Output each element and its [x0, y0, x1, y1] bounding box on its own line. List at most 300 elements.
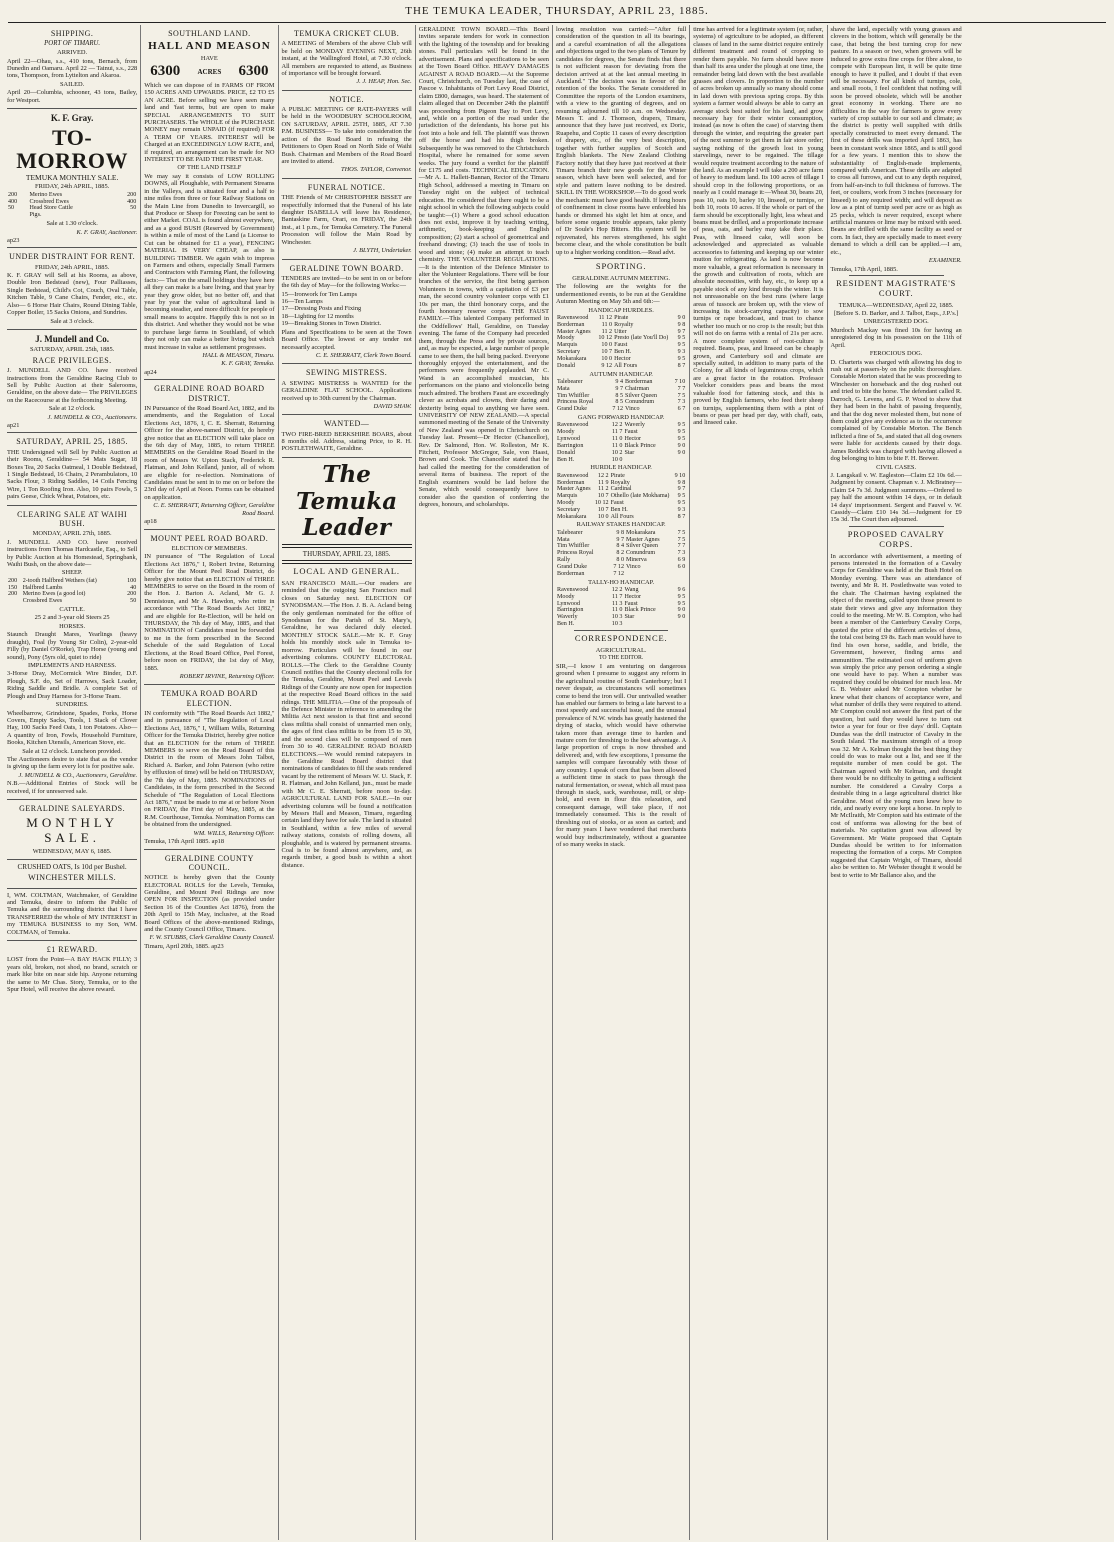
cricket-block — [282, 25, 412, 91]
horse-weight: 11 0 — [601, 321, 613, 328]
horse-name: Secretary — [557, 349, 581, 356]
reward-body: LOST from the Point—A BAY HACK FILLY; 3 years old, broken, not shod, no brand, scratch or mark like bite on near side hip. Anyone returning the same to Mr Chas. Story, Temuka, or to the Spur Hotel, will receive the above reward. — [7, 956, 138, 994]
horses-heading: HORSES. — [59, 622, 86, 630]
masthead: THE TEMUKA LEADER, THURSDAY, APRIL 23, 1885. — [8, 0, 1106, 23]
horse-name: Princess Royal — [557, 399, 594, 406]
horse-weight: 11 12 — [598, 315, 613, 322]
signature: F. W. STUBBS, Clerk Geraldine County Council. — [149, 934, 275, 942]
signature: J. BLYTH, Undertaker. — [353, 247, 412, 255]
horse-name: Secretary — [557, 506, 581, 513]
trb-body: IN conformity with "The Road Boards Act 1882," and in pursuance of "The Regulation of Local Elections Act, 1876," I, William Wills, Returning Officer for the Temuka District, hereby give notice that an ELECTION for the return of THREE MEMBERS to serve on the Road Board of this District in the room of Messrs John Talbot, Richard A. Barker, and John Paterson (who retire by effluxion of time) will be held on THURSDAY, the 7th day of May, 1885. NOMINATIONS of Candidates, in the form prescribed in the Second Schedule of "The Regulation of Local Elections Act 1876," must be made to me at or before Noon on FRIDAY, the First day of May, 1885, at the R.M. Courthouse, Temuka. Nomination Forms can be obtained from the undersigned. — [144, 709, 275, 829]
horse-name: All Fours — [610, 513, 634, 520]
mpr-body: IN pursuance of "The Regulation of Local Elections Act 1876," I, Robert Irvine, Returning Officer for the Mount Peel Road District, do hereby give notice that an ELECTION of THREE MEMBERS to serve on the Board in the room of the Hon. J. Barton A. Acland, Mr G. J. Dennistoun, and Mr A. Hawdon, who retire in accordance with "The Road Boards Act 1882," and are eligible for Re-Election, will be held on THURSDAY, the 7th day of May, 1885, and that NOMINATION of Candidates must be forwarded to me in the form prescribed in the Second Schedule of the said Regulation of Local Elections, at the Road Board Office, Peel Forest, before noon on FRIDAY, the 1st day of May, 1885. — [144, 553, 275, 672]
horse-name: Borderman — [625, 378, 653, 385]
grb-body: IN Pursuance of the Road Board Act, 1882, and its amendments, and the Regulation of Local Elections Act, 1876, I, C. E. Sherratt, Returning Officer for the above-named District, do hereby give notice that an ELECTION will take place on the 6th day of May, 1885, to return THREE MEMBERS on the Geraldine Road Board in the room of Messrs W. Upton Stack, Frederick R. Flatman, and John Kelland, junior, all of whom are eligible for re-election. Nominations of Candidates must be sent in to me on or before the 23rd day of April at Noon. Forms can be obtained on application. — [144, 404, 275, 501]
horse-name: Ben H. — [557, 621, 575, 628]
column-3 — [279, 25, 416, 1540]
horse-weight: 9 5 — [677, 355, 686, 362]
horse-name: Ben H. — [614, 349, 632, 356]
table-row — [556, 587, 686, 594]
sailed-label: SAILED. — [59, 80, 85, 88]
acres-row — [150, 63, 268, 80]
horse-weight: 11 2 — [598, 486, 609, 493]
paper-title-block — [282, 462, 412, 564]
horse-weight: 9 5 — [677, 493, 686, 500]
mpr-heading: MOUNT PEEL ROAD BOARD. — [150, 533, 269, 543]
cattle-heading: CATTLE. — [59, 606, 85, 614]
table-row — [556, 363, 686, 370]
ad-code: ap23 — [7, 236, 20, 244]
horse-name: Silver Queen — [625, 392, 658, 399]
horse-name: Barrington — [557, 442, 584, 449]
sailed-text: April 20—Columbia, schooner, 43 tons, Bailey, for Westport. — [7, 89, 138, 104]
distraint-date: FRIDAY, 24th APRIL, 1885. — [35, 263, 110, 271]
table-row — [556, 379, 686, 386]
horse-name: Marquis — [557, 493, 578, 500]
column-6 — [690, 25, 827, 1540]
horse-name: Ravenswood — [557, 315, 589, 322]
horse-name: Faust — [624, 600, 638, 607]
horse-weight: 7 12 — [613, 570, 624, 577]
horse-weight: 6 9 — [677, 557, 686, 564]
horse-name: Mokarakara — [626, 529, 656, 536]
funeral-heading: FUNERAL NOTICE. — [307, 182, 386, 192]
horse-name: Grand Duke — [557, 406, 587, 413]
horse-weight: 7 7 — [677, 385, 686, 392]
railway-table — [556, 530, 686, 578]
ad-code: ap21 — [7, 422, 20, 430]
horse-name: Mata — [557, 536, 570, 543]
saturday-date: SATURDAY, APRIL 25th, 1885. — [29, 346, 115, 354]
table-row — [556, 342, 686, 349]
table-row — [556, 621, 686, 628]
dog-heading: UNREGISTERED DOG. — [863, 318, 929, 326]
column-1 — [4, 25, 141, 1540]
table-row — [556, 564, 686, 571]
list-item: 17—Dressing Posts and Fixing — [281, 305, 362, 313]
list-item: 15—Ironwork for Ten Lamps — [281, 290, 358, 298]
horse-weight: 9 8 — [677, 479, 686, 486]
saturday-heading: SATURDAY, APRIL 25, 1885. — [16, 437, 129, 447]
saturday-sale-block — [7, 433, 137, 505]
waihi-block — [7, 506, 137, 800]
hall-meason-block — [144, 25, 274, 380]
horse-weight: 9 12 — [601, 362, 613, 369]
signature: C. E. SHERRATT, Returning Officer, Geraldine Road Board. — [153, 502, 275, 517]
rm-date: TEMUKA—WEDNESDAY, April 22, 1885. — [838, 301, 954, 309]
horse-name: Ravenswood — [557, 586, 589, 593]
acres-right: 6300 — [238, 63, 269, 80]
race-time: Sale at 12 o'clock. — [48, 405, 96, 413]
horse-name: Black Prince — [624, 607, 656, 614]
autumn-intro: The following are the weights for the undermentioned events, to be run at the Geraldine Autumn Meeting on May 5th and 6th:— — [556, 283, 687, 306]
table-row — [556, 601, 686, 608]
horse-name: Moody — [557, 500, 575, 506]
funeral-body: THE Friends of Mr CHRISTOPHER BISSET are respectfully informed that the Funeral of his late daughter ISABELLA will leave his Residence, Bantaskine Farm, Orari, on FRIDAY, the 24th inst., at 1 p.m., for Temuka Cemetery. The Funeral Procession will follow the Main Road by Winchester. — [281, 194, 412, 246]
southland-heading: SOUTHLAND LAND. — [168, 29, 251, 38]
oats-block — [7, 860, 137, 889]
horse-name: Othello (late Mokhama) — [610, 493, 670, 500]
column-4 — [416, 25, 553, 1540]
ferocious-dog-body: D. Charteris was charged with allowing his dog to rush out at passers-by on the public thoroughfare. Constable Morton stated that he was proceeding to Winchester on horseback and the dog rushed out and tried to bite the horse. The defendant called R. Darroch, G. Levens, and G. P. Wood to show that they had been in the habit of passing frequently, and that the dog never molested them, but none of them could give any evidence as to the occurrence complained of by Constable Morton. The Bench inflicted a fine of 5s, and stated that all dog owners were liable for accidents caused by their dogs. James Reddick was charged with having allowed a dog belonging to him to bite F. H. Brewer. — [830, 358, 962, 463]
gang-heading: GANG FORWARD HANDICAP. — [577, 414, 665, 422]
implements-list: 3-Horse Dray, McCormick Wire Binder, D.F. Plough, S.F. do, Set of Harrows, Sack Loader, Riding Saddle and Bridle. A complete Set of Plough and Dray Harness for 3-Horse Team. — [7, 670, 138, 700]
trb-heading: TEMUKA ROAD BOARD ELECTION. — [160, 689, 258, 708]
arrived-label: ARRIVED. — [57, 49, 88, 57]
local-heading: LOCAL AND GENERAL. — [293, 566, 400, 577]
railway-heading: RAILWAY STAKES HANDICAP. — [576, 521, 666, 529]
distraint-time: Sale at 3 o'clock. — [50, 317, 94, 325]
hurdles-table — [556, 315, 686, 370]
horse-weight: 9 5 — [677, 429, 686, 436]
table-row — [556, 614, 686, 621]
table-row — [556, 571, 686, 578]
cavalry-body: In accordance with advertisement, a meeting of persons interested in the formation of a Cavalry Corps for Geraldine was held at the Bush Hotel on Monday evening. There was an attendance of twenty, and Mr R. H. Postlethwaite was voted to the chair. The Chairman having explained the object of the meeting, called upon those present to state their views and give any information they could to the meeting. Mr W. B. Compton, who had been a member of the Canterbury Cavalry Corps, quoted the price of the different articles of dress, the total cost being £9 8s. Each man would have to find his own horse, saddle, and bridle, the Government, however, finding arms and ammunition. The estimated cost of uniform given was simply the price any person ordering a single one would have to pay. When a number was required they could be obtained for much less. Mr G. B. Webster asked Mr Compton whether he knew what their chances of acceptance were, and what number of drills they were required to attend. Mr Compton could not answer the first part of the question, but said they would have to turn out twice a year for four or five days' drill. Captain Dundas was the drill instructor of Cavalry in the South Island. The maximum strength of a troop was 32. Mr A. Kelman thought the best thing they could do was to make out a list, and see if the requisite number of men could be got. The Chairman agreed with Mr Kelman, and thought there would be no difficulty in getting a sufficient number. He considered a Cavalry Corps a desirable thing in a large agricultural district like Geraldine. Most of the young men knew how to ride, and nearly every one kept a horse. In reply to Mr McIlraith, Mr Compton said his estimate of the cost of uniforms was allowing for the best of materials. No capitation grant was allowed by Government. Mr Waite proposed that Captain Dundas should be written to for information respecting the formation of a corps. Mr Compton suggested that Captain Wright, of Timaru, should also be written to. Mr Webster thought it would be best to write to Mr Ballance also, and the — [830, 552, 962, 879]
civil-body: J. Langskail v. W. Eagleston—Claim £2 10s 6d.—Judgment by consent. Chapman v. J. McBratney—Claim £4 7s 3d. Judgment summons.—Ordered to pay half the amount within 14 days, or in default 14 days' imprisonment. Sergent and Fauvel v. W. Cassidy—Claim £10 14s 3d.—Judgment for £9 15s 3d. The Court then adjourned. — [830, 471, 962, 524]
table-row — [556, 457, 686, 464]
table-row — [556, 443, 686, 450]
horse-name: Minerva — [626, 557, 647, 564]
horse-weight: 9 10 — [674, 472, 686, 479]
signature: J. J. HEAP, Hon. Sec. — [356, 78, 412, 86]
horse-name: Vinco — [625, 406, 640, 413]
table-row: 400 Crossbred Ewes 400 — [8, 198, 137, 205]
horse-weight: 9 6 — [677, 586, 686, 593]
horse-name: Waverly — [624, 422, 645, 429]
horse-weight: 10 0 — [601, 355, 613, 362]
letter-conclusion: shave the land, especially with young grasses and clovers in the bottom, which will generally be the case, that being the best turning crop for new pasture. In a season or two, when growers will be induced to grow extra fine crops for fibre alone, to compete with European lint, it will be quite time enough to have it pulled, and I doubt if that even will be necessary. For all kinds of turnips, cole, and small roots, I feel confident that nothing will soon be proved obsolete, which will be another great economy in working. There are no difficulties in the way for farmers to grow every variety of crop suitable to our soil and climate; as the district is pretty well supplied with drills specially constructed to meet every demand. The first of these drills was imported April 1863, has been in constant work since 1865, and is still good for a few years. I mention this to show the substantiality of English-made implements, compared with American. These drills are adapted to cross all furrows, and cut to any depth required, from half-an-inch to full thickness of furrows. The feet, or coulters, work from 3 inches (necessary for linseed) to any required width; and will deposit as low as a pint of turnip seed per acre or as high as 25 pecks, which is never required, except where artificial manures or lime may be mixed with seed. Beans are drilled with the same facility as seed or corn. In fact, they are specially made to meet every demand to which a drill can be applied.—I am, etc., — [830, 26, 962, 256]
horse-weight: 9 3 — [677, 349, 686, 356]
horse-weight: 9 5 — [677, 422, 686, 429]
acres-left: 6300 — [150, 63, 181, 80]
table-row — [556, 607, 686, 614]
horse-weight: 10 3 — [611, 621, 623, 628]
horse-name: Lynwood — [557, 436, 581, 443]
table-row — [556, 594, 686, 601]
horse-weight — [673, 571, 686, 578]
acres-word: ACRES — [197, 68, 222, 77]
table-row — [556, 422, 686, 429]
horse-name: Mokarakara — [557, 355, 587, 362]
mpr-subheading: ELECTION OF MEMBERS. — [171, 544, 248, 552]
horse-weight: 9 5 — [677, 335, 686, 342]
table-row — [556, 543, 686, 550]
horse-name: Master Agnes — [626, 536, 660, 543]
table-row — [556, 493, 686, 500]
ratepayers-block — [282, 91, 412, 179]
horse-name: Utter — [614, 328, 627, 335]
horse-name: Tim Whiffler — [557, 392, 590, 399]
horse-weight: 8 0 — [616, 557, 624, 564]
horse-weight: 10 0 — [611, 456, 623, 463]
horse-weight: 7 5 — [677, 392, 686, 399]
race-body: J. MUNDELL AND CO. have received instructions from the Geraldine Racing Club to Sell by Public Auction at their Salerooms, Geraldine, on the above date— The PRIVILEGES on the Racecourse at the forthcoming Meeting. — [7, 367, 138, 404]
correspondence-heading: CORRESPONDENCE. — [574, 632, 668, 643]
table-row — [556, 473, 686, 480]
table-row — [556, 393, 686, 400]
horse-weight: 9 0 — [677, 442, 686, 449]
horse-weight: 9 0 — [677, 449, 686, 456]
table-row — [556, 429, 686, 436]
horse-weight: 9 7 — [616, 536, 624, 543]
horse-weight: 11 3 — [612, 600, 623, 607]
horse-name: Talebearer — [557, 378, 583, 385]
rm-court-heading: RESIDENT MAGISTRATE'S COURT. — [836, 277, 957, 298]
hall-body: Which we can dispose of in FARMS OF FROM 150 ACRES AND UPWARDS. PRICE, £2 TO £5 AN ACRE. Before selling we have seen many land and 'fast terms, but are open to make SPECIAL ARRANGEMENTS TO SUIT PURCHASERS. The WHOLE of the PURCHASE MONEY may remain UNPAID (if required) FOR A TERM OF YEARS. INTEREST will be Charged at an EXCEEDINGLY LOW RATE, and, if required, an arrangement can be made for NO INTEREST TO BE PAID THE FIRST YEAR. — [144, 81, 275, 164]
table-row — [556, 349, 686, 356]
horse-weight: 7 7 — [677, 543, 686, 550]
horse-weight: 8 4 — [616, 543, 624, 550]
horse-weight: 10 0 — [597, 513, 609, 520]
horse-weight: 9 5 — [677, 593, 686, 600]
saleyards-heading: GERALDINE SALEYARDS. — [19, 804, 126, 814]
horse-weight: 9 7 — [677, 486, 686, 493]
cricket-heading: TEMUKA CRICKET CLUB. — [294, 29, 400, 38]
table-row: Pigs. — [29, 212, 42, 219]
horse-name: Mata — [557, 385, 570, 392]
race-heading: RACE PRIVILEGES. — [32, 355, 112, 365]
sewing-body: A SEWING MISTRESS is WANTED for the GERALDINE FLAT SCHOOL. Applications received up to 30th current by the Chairman. — [281, 379, 412, 402]
horse-name: Master Agnes — [557, 486, 591, 493]
horse-name: Pirate — [614, 315, 629, 322]
editor-line: TO THE EDITOR. — [598, 655, 644, 662]
table-row — [556, 436, 686, 443]
title-rule — [282, 560, 412, 564]
divider — [849, 275, 944, 276]
land-heading: OF THE LAND ITSELF — [177, 164, 242, 172]
list-item: 19—Breaking Stones in Town District. — [281, 320, 382, 328]
reward-heading: £1 REWARD. — [46, 945, 98, 955]
horse-weight: 12 2 — [611, 422, 623, 429]
horse-name: Mokarakara — [557, 513, 587, 520]
horse-name: Vinco — [626, 563, 641, 570]
horse-name: Conundrum — [626, 550, 656, 557]
mundell-block — [7, 330, 137, 434]
horse-weight — [672, 621, 686, 628]
sale-time: Sale at 1.30 o'clock. — [46, 220, 98, 228]
tomorrow-heading: TO-MORROW — [16, 124, 128, 173]
horse-name: Lynwood — [557, 600, 581, 607]
land-body: We may say it consists of LOW ROLLING DOWNS, all Ploughable, with Permanent Streams in the Valleys, and is situated four and a half to nine miles from three or four Railway Stations on the Main Line from Dunedin to Invercargill, so that Produce or Sheep for Freezing can be sent to either Market. COAL is found almost everywhere, and as a good BUSH (Reserved by Government) is within a mile of most of the Land (a License to Cut can be obtained for £1 a year), FENCING MATERIAL IS VERY CHEAP, as also is BUILDING TIMBER. We again wish to impress on Farmers and others, especially Small Farmers and Contractors with Farming Plant, the following facts:— That on the small holdings they have here all they can make is a bare living, and that year by year they grow older, but no better off, and that year by year the value of agricultural land is becoming steadier, and more difficult for people of small means to acquire. Happily this is not so in this district. And whether they would not be wise to purchase large farms in Southland, of which they not only can make a better living but which must increase in value as settlement progresses. — [144, 172, 275, 351]
sheep-table — [7, 578, 137, 605]
monthly-sale-heading: TEMUKA MONTHLY SALE. — [25, 172, 119, 182]
horse-name: Royalty — [614, 321, 634, 328]
horse-weight: 8 7 — [677, 513, 686, 520]
table-row — [556, 500, 686, 507]
news-body: lowing resolution was carried:—"After full consideration of the question in all its bearings, and a careful examination of all the allegations and objections urged to the two plans of Tenure by candidates for degrees, the Senate finds that there is not sufficient reason for deviating from the decision arrived at at the last annual meeting in Auckland." The decision was in favour of the retention of the books. The Senate considered in Committee the reports of the London examiners, with a view to the granting of degrees, and on resuming adjourned till 10 a.m. on Wednesday. Messrs T. and J. Thomson, drapers, Timaru, announce that they have just received, ex Doric, Ruapehu, and Coptic 11 cases of every description of drapery, etc., of the very best description, together with further supplies of Scotch and English blankets. The New Zealand Clothing Factory notify that they have just received at their Timaru branch their new goods for the Winter season, which have been well selected, and for style and pattern leave nothing to be desired. SKILL IN THE WORKSHOP.—To do good work the mechanic must have good health. If long hours of confinement in close rooms have enfeebled his hands or dimmed his sight let him at once, and before some organic trouble appears, take plenty of Dr Soule's Hop Bitters. His system will be rejuvenated, his nerves strengthened, his sight become clear, and the whole constitution be built up to a higher working condition.—Read advt. — [556, 26, 687, 256]
sporting-heading: SPORTING. — [595, 261, 647, 272]
horse-weight: 7 5 — [677, 536, 686, 543]
letter-signature: EXAMINER. — [928, 257, 962, 265]
horse-weight: 9 4 — [615, 378, 624, 385]
table-row — [556, 557, 686, 564]
sheep-heading: SHEEP. — [61, 569, 83, 577]
signature: C. E. SHERRATT, Clerk Town Board. — [315, 351, 412, 359]
horse-weight: 10 7 — [597, 493, 609, 500]
table-row: 150 Halfbred Lambs 40 — [8, 584, 137, 591]
horse-weight: 10 12 — [594, 500, 609, 506]
signature: J. MUNDELL & CO., Auctioneers, Geraldine. — [18, 771, 138, 779]
table-row: Crossbred Ewes 50 — [22, 598, 137, 605]
horse-weight: 11 7 — [612, 593, 623, 600]
horse-name: Ravenswood — [557, 422, 589, 429]
mount-peel-block — [144, 530, 274, 686]
horse-weight: 12 2 — [597, 472, 609, 479]
horse-weight — [672, 457, 686, 464]
horse-name: Hector — [614, 355, 631, 362]
horse-name: All Fours — [614, 362, 638, 369]
table-row — [556, 322, 686, 329]
horse-name: Donald — [557, 449, 575, 456]
horse-name: Master Agnes — [557, 328, 591, 335]
distraint-body: K. F. GRAY will Sell at his Rooms, as above, Double Iron Bedstead (new), Four Palliasses, Single Bedstead, Child's Cot, Couch, Oval Table, Kitchen Table, 9 Cane Chairs, Fender, etc., etc. Also— 6 Horse Hair Chairs, Round Dining Table, Copper Boiler, 15 Sacks Onions, and Sundries. — [7, 272, 138, 317]
agricultural-heading: AGRICULTURAL. — [595, 646, 647, 654]
signature: ROBERT IRVINE, Returning Officer. — [179, 673, 275, 680]
horse-name: Moody — [557, 593, 575, 600]
waihi-heading: CLEARING SALE AT WAIHI BUSH. — [17, 509, 128, 528]
horse-name: Talebearer — [557, 529, 583, 536]
table-row — [556, 450, 686, 457]
saleyards-date: WEDNESDAY, MAY 6, 1885. — [32, 847, 112, 855]
sundries-list: Wheelbarrow, Grindstone, Spades, Forks, Horse Covers, Empty Sacks, Tools, 1 Stack of Clover Hay, 100 Sacks Feed Oats, 1 ton Potatoes. Also— A quantity of Iron, Fowls, Household Furniture, Books, Kitchen Utensils, American Stove, etc. — [7, 709, 138, 747]
local-body: SAN FRANCISCO MAIL.—Our readers are reminded that the outgoing San Francisco mail closes on Saturday next. ELECTION OF SYNODSMAN.—The Hon. J. B. A. Acland being the only gentleman nominated for the office of Synodsman for the Parish of St. Mary's, Geraldine, he was declared duly elected. MONTHLY STOCK SALE.—Mr K. F. Gray holds his monthly stock sale in Temuka to-morrow. Particulars will be found in our advertising columns. COUNTY ELECTORAL ROLLS.—The Clerk to the Geraldine County Council notifies that the County electoral rolls for the Temuka, Geraldine, Mount Peel and Levels Ridings of the County are now open for inspection at the respective Road Board offices in the said ridings. THE MILITIA.—One of the proposals of the Defence Minister in reference to amending the Militia Act next session is that first and second class militia shall consist of unmarried men only, the ages of first class militia to be from 15 to 30, and the second class will be composed of men from 30 to 40. GERALDINE ROAD BOARD ELECTIONS.—We would remind ratepayers in the Geraldine Road Board district that nominations of candidates to fill the seats rendered vacant by the retirement of Messrs W. U. Stack, F. R. Flatman, and John Kelland, jun., must be made with Mr C. E. Sherratt, before noon to-day. AGRICULTURAL LAND FOR SALE.—In our advertising columns will be found a notification by Messrs Hall and Meason, Timaru, regarding certain land they have for sale. The land is situated in Southland, within a few miles of several railway stations, consists of rolling downs, all ploughable, and is watered by permanent streams. Coal is to be found almost anywhere, and, as regards timber, a good bush is within a short distance. — [281, 579, 412, 869]
horse-weight: 11 0 — [612, 436, 623, 443]
dog-body: Murdoch Mackay was fined 10s for having an unregistered dog in his possession on the 11th of April. — [830, 326, 962, 349]
arrived-text: April 22—Ohau, s.s., 410 tons, Bernach, from Dunedin and Oamaru. April 22 — Tainui, s.s., 228 tons, Thompson, from Lyttelton and Akaroa. — [7, 57, 138, 80]
gcc-body: NOTICE is hereby given that the County ELECTORAL ROLLS for the Levels, Temuka, Geraldine, and Mount Peel Ridings are now OPEN FOR INSPECTION (as provided under Section 16 of the Counties Act 1876), from the 20th April to 15th May, inclusive, at the Road Board Offices of the above-mentioned Ridings, and the County Council Office, Timaru. — [144, 874, 275, 934]
horse-weight: 11 9 — [598, 479, 609, 486]
monthly-sale-heading: MONTHLY SALE. — [26, 815, 118, 846]
horse-weight: 11 2 — [601, 328, 613, 335]
horse-name: Faust — [614, 342, 628, 349]
gray-sale-block — [7, 109, 137, 248]
horse-name: Cardinal — [610, 486, 632, 493]
horse-name: Faust — [610, 500, 624, 506]
horse-weight: 9 5 — [677, 342, 686, 349]
table-row — [556, 507, 686, 514]
horse-name: Borderman — [557, 570, 585, 577]
autumn-heading: GERALDINE AUTUMN MEETING. — [572, 274, 671, 282]
signature: J. MUNDELL & CO., Auctioneers. — [47, 413, 138, 421]
horse-weight: 9 3 — [677, 506, 686, 513]
horses-list: Staunch Draught Mares, Yearlings (heavy draught), Foal (by Young Sir Colin), 2-year-old Filly (by Daniel O'Rorke), Trap Horse (young and sound), Pony (5yrs old, quiet to ride) — [7, 631, 138, 661]
table-row: 200 Merino Ewes (a good lot) 200 — [8, 591, 137, 598]
port-heading: PORT OF TIMARU. — [44, 40, 101, 48]
horse-weight: 6 0 — [677, 563, 686, 570]
shipping-heading: SHIPPING. — [50, 29, 94, 38]
horse-weight: 9 7 — [615, 385, 624, 392]
signature: DAVID SHAW. — [373, 402, 412, 410]
horse-name: Silver Queen — [626, 543, 658, 550]
civil-heading: CIVIL CASES. — [876, 463, 917, 471]
horse-name: Black Prince — [624, 442, 656, 449]
horse-weight: 9 8 — [616, 529, 624, 536]
saleyards-block — [7, 800, 137, 860]
ad-date: Timaru, April 20th, 1885. ap23 — [144, 942, 224, 950]
oats-heading: CRUSHED OATS, Is 10d per Bushel. — [17, 862, 127, 871]
notice-heading: NOTICE. — [329, 94, 365, 104]
gtb-heading: GERALDINE TOWN BOARD. — [289, 263, 404, 273]
horse-name: Barrington — [557, 607, 584, 614]
luncheon-note: Sale at 12 o'clock. Luncheon provided. — [22, 747, 122, 755]
table-row — [556, 356, 686, 363]
horse-name: Wang — [624, 586, 639, 593]
wanted-block — [282, 415, 412, 458]
horse-weight: 7 10 — [674, 378, 686, 385]
horse-name: Hector — [624, 436, 642, 443]
have-label: HAVE — [200, 55, 218, 63]
gtb-body-2: Plans and Specifications to be seen at the Town Board Office. The lowest or any tender not necessarily accepted. — [281, 328, 412, 351]
gang-table — [556, 422, 686, 463]
horse-weight: 9 5 — [677, 600, 686, 607]
divider — [574, 630, 668, 631]
horse-weight: 11 0 — [612, 607, 623, 614]
table-row — [556, 386, 686, 393]
waihi-date: MONDAY, APRIL 27th, 1885. — [32, 530, 112, 538]
horse-name: Grand Duke — [557, 563, 587, 570]
horse-name: Hector — [624, 593, 642, 600]
table-row — [556, 530, 686, 537]
distraint-block — [7, 248, 137, 330]
autumn-handicap-heading: AUTUMN HANDICAP. — [589, 370, 653, 378]
ad-code: ap24 — [144, 368, 157, 376]
town-board-block — [282, 260, 412, 365]
horse-name: Princess Royal — [557, 550, 594, 557]
temuka-road-board-block — [144, 685, 274, 849]
gcc-heading: GERALDINE COUNTY COUNCIL. — [164, 853, 254, 872]
list-item: 16—Ten Lamps — [281, 298, 323, 306]
horse-name: Conundrum — [625, 399, 655, 406]
horse-name: Donald — [557, 362, 575, 369]
table-row — [556, 399, 686, 406]
cattle-row: 25 2 and 3-year old Steers 25 — [34, 614, 110, 622]
column-7 — [828, 25, 965, 1540]
tally-table — [556, 587, 686, 628]
horse-weight: 11 7 — [612, 429, 623, 436]
horse-name: Ravenswood — [557, 472, 589, 479]
signature: WM. WILLS, Returning Officer. — [193, 829, 275, 837]
hurdles-heading: HANDICAP HURDLES. — [588, 306, 654, 314]
horse-weight: 9 0 — [677, 315, 686, 322]
horse-weight: 9 0 — [677, 614, 686, 621]
table-row — [556, 406, 686, 413]
signature: HALL & MEASON, Timaru. — [202, 352, 275, 360]
paper-title: The Temuka Leader — [296, 460, 398, 542]
horse-weight: 10 7 — [601, 349, 613, 356]
horse-weight: 9 7 — [677, 328, 686, 335]
horse-name: Chairman — [625, 385, 650, 392]
ferocious-dog-heading: FEROCIOUS DOG. — [869, 350, 923, 358]
horse-name: Ben H. — [557, 456, 575, 463]
sewing-block — [282, 364, 412, 415]
horse-name: Tim Whiffler — [557, 543, 590, 550]
hall-meason-heading: HALL AND MEASON — [148, 40, 271, 53]
tally-heading: TALLY-HO HANDICAP. — [588, 578, 655, 586]
horse-weight: 7 12 — [613, 563, 624, 570]
horse-name — [623, 621, 672, 628]
horse-name: Star — [624, 449, 635, 456]
sundries-heading: SUNDRIES. — [55, 701, 89, 709]
wanted-body: TWO FIRE-BRED BERKSHIRE BOARS, about 8 months old. Address, stating Price, to R. H. POSTLETHWAITE, Geraldine. — [281, 430, 412, 453]
news-body: GERALDINE TOWN BOARD.—This Board invites separate tenders for work in connection with the lighting of the township and for breaking stones. Full particulars will be found in the advertisement. Plans and specifications to be seen at the Town Board Office. HEAVY DAMAGES AGAINST A ROAD BOARD.—At the Supreme Court, Christchurch, on Tuesday last, the case of Pascoe v. Inhabitants of Port Levy Road District, claim £800, damages, was heard. The statement of claim alleged that on December 24th the plaintiff was proceeding from Pigeon Bay to Port Levy, and, while on a portion of the road under the jurisdiction of the defendants, his horse put his foot into a hole and fell. The plaintiff was thrown off the horse and had his thigh broken. Subsequently he was removed to the Christchurch Hospital, where he remained for some seven weeks. The jury found a verdict for the plaintiff for £175 and costs. TECHNICAL EDUCATION.—Mr A. L. Hallett-Bannan, Rector of the Timaru High School, addressed a meeting in Timaru on Tuesday night on the subject of technical education. He considered that there ought to be a night school in which the following subjects could be taught:—(1) Where a good school education does not exist, improve it by teaching writing, arithmetic, book-keeping and English composition; (2) start a school of geometrical and freehand drawing; (3) teach the use of tools in wood and stone; (4) make an attempt to teach chemistry. THE VOLUNTEER REGULATIONS.—It is the intention of the Defence Minister to alter the Volunteer Regulations. There will be four branches of the service, the first being garrison Volunteers in towns, with a capitation of £3 per man, the second country volunteer corps with £1 10s per man, the third honorary corps, and the fourth honorary reserve corps. THE FAUST FAMILY.—This talented Company performed in the Oddfellows' Hall, Geraldine, on Tuesday evening. The fame of the Company had preceded them, through the Press and by private sources, and, as may be expected, a large number of people came to see them, the hall being packed. Everyone thoroughly enjoyed the entertainment, and the performers were frequently applauded. Mr C. Wand is an accomplished musician, his performances on the piano and violoncello being much admired. The brothers Faust are exceedingly clever as acrobats and clowns, their daring and dexterity being equal to anything we have seen. UNIVERSITY OF NEW ZEALAND.—A special summoned meeting of the Senate of the University of New Zealand was opened in Christchurch on Tuesday last. Present—Dr Hector (Chancellor), Rev. Dr Salmond, Hon. W. Rolleston, Mr K. Fitchett, Professor McGregor, Sale, von Haast, Brown and Cook. The Chancellor stated that he had called the meeting for the consideration of several items of business. The report of the English examiners would be laid before the Senate, which would consequently have to consider also the question of conferring the degrees, honours, and scholarships. — [418, 26, 549, 508]
horse-weight: 12 2 — [611, 586, 623, 593]
horse-weight: 8 7 — [677, 362, 686, 369]
divider — [849, 526, 944, 527]
horse-weight: 11 0 — [612, 442, 623, 449]
horse-weight: 9 8 — [677, 321, 686, 328]
column-2 — [141, 25, 278, 1540]
title-rule — [282, 544, 412, 548]
